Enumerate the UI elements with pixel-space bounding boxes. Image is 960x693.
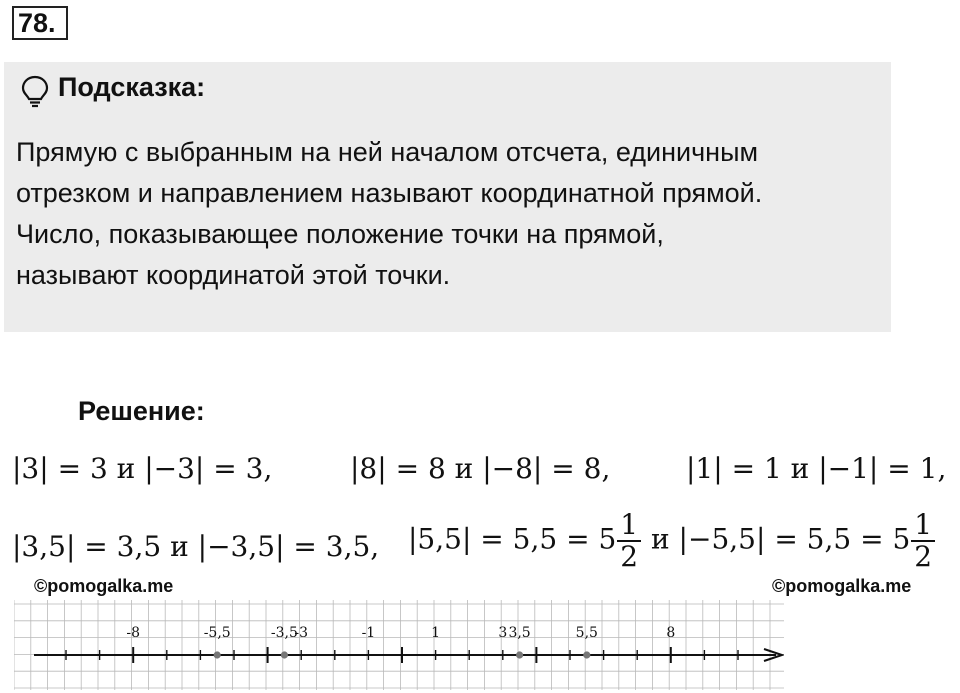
fraction-numerator: 1 [617,510,641,542]
tick-label: -5,5 [203,625,231,641]
equation-abs-3-5: |3,5| = 3,5 и |−3,5| = 3,5, [12,530,380,563]
equation-part: и |−5,5| = 5,5 = 5 [642,522,911,556]
hint-line: Число, показывающее положение точки на прямой, [16,219,664,249]
hint-line: называют координатой этой точки. [16,260,451,290]
solution-title: Решение: [78,396,205,426]
lightbulb-icon [18,74,52,108]
fraction-one-half [617,510,641,572]
tick-label: -3,5 [270,625,298,641]
point-marker [214,651,221,658]
point-marker [281,651,288,658]
equation-part: |5,5| = 5,5 = 5 [408,522,617,556]
hint-box [4,62,891,332]
coordinate-line [14,600,784,690]
task-number: 78. [12,6,68,40]
tick-label: -3 [294,625,309,641]
equation-abs-3: |3| = 3 и |−3| = 3, [12,452,273,485]
hint-title: Подсказка: [58,72,206,102]
tick-label: -1 [361,625,376,641]
point-marker [583,651,590,658]
fraction-denominator: 2 [914,540,933,573]
fraction-numerator: 1 [911,510,935,542]
fraction-one-half [911,510,935,572]
equation-abs-5-5 [408,510,936,572]
tick-label: 3 [498,625,508,641]
fraction-denominator: 2 [620,540,639,573]
watermark-left: ©pomogalka.me [34,576,174,596]
hint-line: Прямую с выбранным на ней началом отсчета, единичным [16,137,759,167]
equation-abs-1: |1| = 1 и |−1| = 1, [686,452,947,485]
tick-label: 3,5 [508,625,531,641]
tick-label: 5,5 [575,625,598,641]
watermark-right: ©pomogalka.me [772,576,912,596]
equation-abs-8: |8| = 8 и |−8| = 8, [350,452,611,485]
point-marker [516,651,523,658]
tick-label: 1 [431,625,441,641]
hint-text [16,132,886,296]
tick-label: -8 [126,625,141,641]
hint-line: отрезком и направлением называют координатной прямой. [16,178,763,208]
tick-label: 8 [666,625,676,641]
